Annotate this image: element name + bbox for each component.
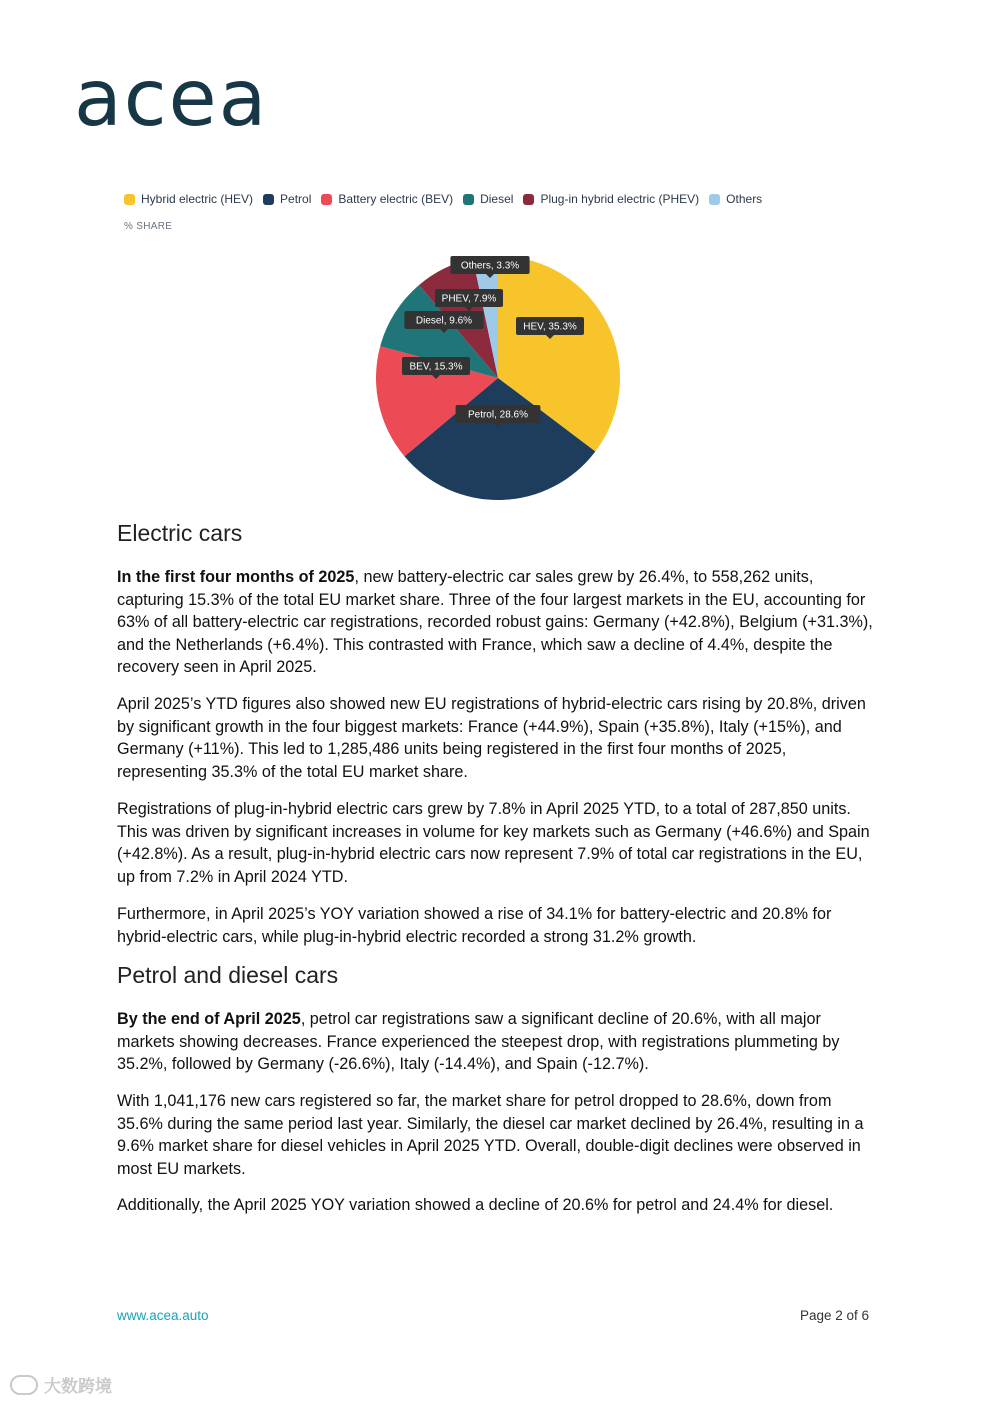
legend-label: Diesel [480, 192, 514, 206]
legend-swatch [124, 194, 135, 205]
paragraph-body: , petrol car registrations saw a significant decline of 20.6%, with all major markets showing decreases. France experienced the steepest drop, with registrations plummeting by 35.2%, followed by Germany (-26.6%), Italy (-14.4%), and Spain (-12.7%). [117, 1010, 840, 1073]
paragraph: With 1,041,176 new cars registered so far, the market share for petrol dropped to 28.6%, down from 35.6% during the same period last year. Similarly, the diesel car market declined by 26.4%, resulting in a 9.6% market share for diesel vehicles in April 2025 YTD. Overall, double-digit declines were observed in most EU markets. [117, 1092, 864, 1178]
paragraph-body: , new battery-electric car sales grew by 26.4%, to 558,262 units, capturing 15.3% of the total EU market share. Three of the four largest markets in the EU, accounting for 63% of all battery-electric car registrations, recorded robust gains: Germany (+42.8%), Belgium (+31.3%), and the Netherlands (+6.4%). This contrasted with France, which saw a decline of 4.4%, despite the recovery seen in April 2025. [117, 568, 873, 676]
section-heading-electric: Electric cars [117, 520, 243, 546]
paragraph [117, 566, 877, 679]
pie-label-text: PHEV, 7.9% [441, 293, 497, 305]
footer-website-link[interactable]: www.acea.auto [117, 1308, 209, 1323]
legend-swatch [463, 194, 474, 205]
pie-label-text: Others, 3.3% [460, 260, 520, 272]
legend-swatch [709, 194, 720, 205]
chart-legend [124, 192, 762, 206]
paragraph [117, 1008, 877, 1076]
pie-label-text: BEV, 15.3% [409, 361, 463, 373]
legend-label: Petrol [280, 192, 312, 206]
legend-label: Plug-in hybrid electric (PHEV) [540, 192, 700, 206]
page-number: Page 2 of 6 [800, 1308, 870, 1323]
legend-swatch [321, 194, 332, 205]
chart-title: % SHARE [124, 221, 173, 232]
paragraph: Additionally, the April 2025 YOY variation showed a decline of 20.6% for petrol and 24.4% for diesel. [117, 1196, 834, 1214]
section-heading-petrol: Petrol and diesel cars [117, 962, 339, 988]
legend-label: Battery electric (BEV) [338, 192, 454, 206]
watermark [10, 1372, 112, 1397]
legend-item-others [709, 192, 762, 206]
legend-swatch [523, 194, 534, 205]
paragraph-lead: By the end of April 2025 [117, 1010, 301, 1028]
watermark-logo-icon [10, 1375, 38, 1395]
pie-chart [370, 254, 626, 510]
pie-label-text: Petrol, 28.6% [467, 409, 529, 421]
pie-label-text: Diesel, 9.6% [415, 315, 473, 327]
paragraph: Registrations of plug-in-hybrid electric cars grew by 7.8% in April 2025 YTD, to a total of 287,850 units. This was driven by significant increases in volume for key markets such as Germany (+46.6%) and Spain (+42.8%). As a result, plug-in-hybrid electric cars now represent 7.9% of total car registrations in the EU, up from 7.2% in April 2024 YTD. [117, 800, 870, 886]
legend-item-hev [124, 192, 253, 206]
legend-item-petrol [263, 192, 311, 206]
legend-label: Others [726, 192, 763, 206]
acea-logo: acea [74, 54, 269, 144]
paragraph-lead: In the first four months of 2025 [117, 568, 355, 586]
legend-item-phev [523, 192, 699, 206]
legend-item-bev [321, 192, 453, 206]
watermark-text: 大数跨境 [44, 1377, 112, 1396]
legend-swatch [263, 194, 274, 205]
paragraph: April 2025’s YTD figures also showed new EU registrations of hybrid-electric cars rising by 20.8%, driven by significant growth in the four biggest markets: France (+44.9%), Spain (+35.8%), Italy (+15%), and Germany (+11%). This led to 1,285,486 units being registered in the first four months of 2025, representing 35.3% of the total EU market share. [117, 695, 866, 781]
paragraph: Furthermore, in April 2025’s YOY variation showed a rise of 34.1% for battery-electric and 20.8% for hybrid-electric cars, while plug-in-hybrid electric recorded a strong 31.2% growth. [117, 905, 832, 946]
legend-label: Hybrid electric (HEV) [141, 192, 254, 206]
legend-item-diesel [463, 192, 513, 206]
pie-label-text: HEV, 35.3% [523, 321, 577, 333]
